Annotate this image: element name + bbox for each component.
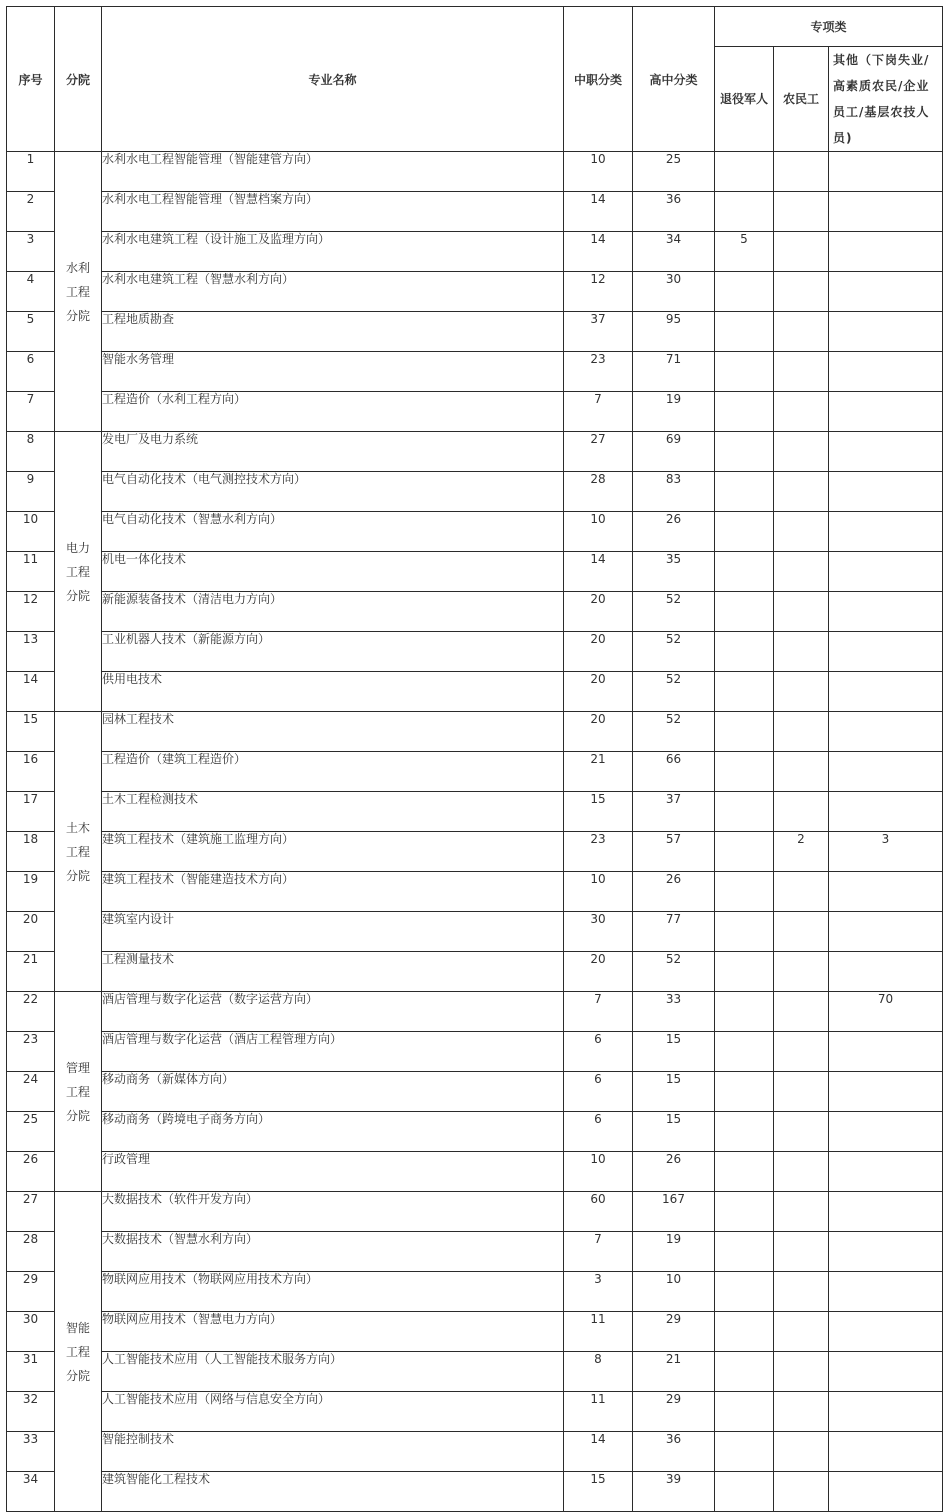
other-cell	[829, 1472, 943, 1512]
highschool-cell: 15	[633, 1032, 715, 1072]
highschool-cell: 10	[633, 1272, 715, 1312]
other-cell	[829, 1352, 943, 1392]
major-cell: 大数据技术（软件开发方向）	[102, 1192, 564, 1232]
table-row	[7, 272, 943, 312]
veterans-cell	[715, 512, 774, 552]
vocational-cell: 20	[564, 952, 633, 992]
major-cell: 机电一体化技术	[102, 552, 564, 592]
highschool-cell: 34	[633, 232, 715, 272]
migrant-cell	[774, 632, 829, 672]
seq-cell: 30	[7, 1312, 55, 1352]
veterans-cell	[715, 672, 774, 712]
vocational-cell: 21	[564, 752, 633, 792]
seq-cell: 1	[7, 152, 55, 192]
highschool-cell: 57	[633, 832, 715, 872]
major-cell: 工程造价（建筑工程造价）	[102, 752, 564, 792]
vocational-cell: 20	[564, 632, 633, 672]
highschool-cell: 26	[633, 1152, 715, 1192]
veterans-cell	[715, 312, 774, 352]
highschool-cell: 36	[633, 1432, 715, 1472]
migrant-cell	[774, 472, 829, 512]
migrant-cell	[774, 432, 829, 472]
major-cell: 电气自动化技术（智慧水利方向）	[102, 512, 564, 552]
dept-cell	[55, 1192, 102, 1512]
dept-cell	[55, 712, 102, 992]
highschool-cell: 95	[633, 312, 715, 352]
table-row	[7, 912, 943, 952]
vocational-cell: 8	[564, 1352, 633, 1392]
migrant-cell	[774, 312, 829, 352]
seq-cell: 21	[7, 952, 55, 992]
header-dept: 分院	[55, 7, 102, 152]
seq-cell: 26	[7, 1152, 55, 1192]
vocational-cell: 20	[564, 712, 633, 752]
highschool-cell: 39	[633, 1472, 715, 1512]
table-row	[7, 1072, 943, 1112]
vocational-cell: 11	[564, 1312, 633, 1352]
seq-cell: 28	[7, 1232, 55, 1272]
highschool-cell: 21	[633, 1352, 715, 1392]
vocational-cell: 7	[564, 1232, 633, 1272]
migrant-cell	[774, 1472, 829, 1512]
major-cell: 新能源装备技术（清洁电力方向）	[102, 592, 564, 632]
vocational-cell: 20	[564, 592, 633, 632]
table-row	[7, 432, 943, 472]
seq-cell: 19	[7, 872, 55, 912]
highschool-cell: 26	[633, 872, 715, 912]
major-cell: 水利水电工程智能管理（智能建管方向）	[102, 152, 564, 192]
table-row	[7, 1112, 943, 1152]
table-row	[7, 552, 943, 592]
seq-cell: 14	[7, 672, 55, 712]
header-highschool: 高中分类	[633, 7, 715, 152]
migrant-cell	[774, 1312, 829, 1352]
other-cell	[829, 152, 943, 192]
major-cell: 水利水电工程智能管理（智慧档案方向）	[102, 192, 564, 232]
veterans-cell	[715, 1312, 774, 1352]
highschool-cell: 15	[633, 1072, 715, 1112]
major-cell: 水利水电建筑工程（设计施工及监理方向）	[102, 232, 564, 272]
major-cell: 建筑室内设计	[102, 912, 564, 952]
vocational-cell: 6	[564, 1032, 633, 1072]
seq-cell: 31	[7, 1352, 55, 1392]
veterans-cell	[715, 152, 774, 192]
vocational-cell: 10	[564, 512, 633, 552]
vocational-cell: 15	[564, 1472, 633, 1512]
vocational-cell: 6	[564, 1112, 633, 1152]
seq-cell: 20	[7, 912, 55, 952]
other-cell	[829, 1112, 943, 1152]
vocational-cell: 6	[564, 1072, 633, 1112]
vocational-cell: 14	[564, 192, 633, 232]
veterans-cell	[715, 472, 774, 512]
seq-cell: 11	[7, 552, 55, 592]
veterans-cell	[715, 1152, 774, 1192]
vocational-cell: 37	[564, 312, 633, 352]
other-cell	[829, 1272, 943, 1312]
highschool-cell: 29	[633, 1312, 715, 1352]
other-cell	[829, 912, 943, 952]
table-row	[7, 712, 943, 752]
other-cell	[829, 1392, 943, 1432]
veterans-cell	[715, 192, 774, 232]
migrant-cell	[774, 1192, 829, 1232]
highschool-cell: 69	[633, 432, 715, 472]
veterans-cell	[715, 1432, 774, 1472]
major-cell: 建筑工程技术（建筑施工监理方向）	[102, 832, 564, 872]
table-row	[7, 672, 943, 712]
major-cell: 工程造价（水利工程方向）	[102, 392, 564, 432]
other-cell	[829, 1192, 943, 1232]
table-row	[7, 1272, 943, 1312]
major-cell: 人工智能技术应用（人工智能技术服务方向）	[102, 1352, 564, 1392]
table-row	[7, 1432, 943, 1472]
other-cell	[829, 352, 943, 392]
migrant-cell	[774, 592, 829, 632]
other-cell	[829, 712, 943, 752]
highschool-cell: 77	[633, 912, 715, 952]
highschool-cell: 71	[633, 352, 715, 392]
migrant-cell	[774, 872, 829, 912]
seq-cell: 8	[7, 432, 55, 472]
veterans-cell	[715, 832, 774, 872]
migrant-cell	[774, 1392, 829, 1432]
vocational-cell: 20	[564, 672, 633, 712]
table-row	[7, 832, 943, 872]
veterans-cell	[715, 272, 774, 312]
veterans-cell	[715, 1272, 774, 1312]
veterans-cell	[715, 1392, 774, 1432]
table-row	[7, 1192, 943, 1232]
table-row	[7, 512, 943, 552]
vocational-cell: 7	[564, 992, 633, 1032]
other-cell	[829, 752, 943, 792]
highschool-cell: 30	[633, 272, 715, 312]
highschool-cell: 37	[633, 792, 715, 832]
migrant-cell	[774, 672, 829, 712]
migrant-cell	[774, 552, 829, 592]
seq-cell: 22	[7, 992, 55, 1032]
migrant-cell	[774, 1072, 829, 1112]
header-other: 其他（下岗失业/高素质农民/企业员工/基层农技人员)	[829, 47, 943, 152]
major-cell: 工业机器人技术（新能源方向）	[102, 632, 564, 672]
veterans-cell	[715, 1032, 774, 1072]
other-cell	[829, 432, 943, 472]
other-cell	[829, 1432, 943, 1472]
vocational-cell: 15	[564, 792, 633, 832]
major-cell: 智能控制技术	[102, 1432, 564, 1472]
highschool-cell: 66	[633, 752, 715, 792]
major-cell: 行政管理	[102, 1152, 564, 1192]
major-cell: 物联网应用技术（智慧电力方向）	[102, 1312, 564, 1352]
seq-cell: 3	[7, 232, 55, 272]
seq-cell: 18	[7, 832, 55, 872]
major-cell: 工程地质勘查	[102, 312, 564, 352]
table-row	[7, 1032, 943, 1072]
header-major: 专业名称	[102, 7, 564, 152]
veterans-cell: 5	[715, 232, 774, 272]
dept-name: 土木工程分院	[66, 820, 91, 883]
seq-cell: 9	[7, 472, 55, 512]
seq-cell: 25	[7, 1112, 55, 1152]
seq-cell: 2	[7, 192, 55, 232]
vocational-cell: 14	[564, 552, 633, 592]
table-row	[7, 1472, 943, 1512]
seq-cell: 24	[7, 1072, 55, 1112]
major-cell: 建筑智能化工程技术	[102, 1472, 564, 1512]
migrant-cell	[774, 152, 829, 192]
dept-name: 水利工程分院	[66, 260, 91, 323]
other-cell	[829, 672, 943, 712]
other-cell: 70	[829, 992, 943, 1032]
major-cell: 土木工程检测技术	[102, 792, 564, 832]
veterans-cell	[715, 752, 774, 792]
major-cell: 水利水电建筑工程（智慧水利方向）	[102, 272, 564, 312]
table-row	[7, 152, 943, 192]
migrant-cell	[774, 1432, 829, 1472]
highschool-cell: 15	[633, 1112, 715, 1152]
table-row	[7, 1392, 943, 1432]
table-row	[7, 472, 943, 512]
migrant-cell: 2	[774, 832, 829, 872]
veterans-cell	[715, 792, 774, 832]
veterans-cell	[715, 392, 774, 432]
other-cell	[829, 192, 943, 232]
table-row	[7, 312, 943, 352]
vocational-cell: 11	[564, 1392, 633, 1432]
major-cell: 移动商务（新媒体方向）	[102, 1072, 564, 1112]
table-row	[7, 992, 943, 1032]
other-cell	[829, 872, 943, 912]
veterans-cell	[715, 432, 774, 472]
header-seq: 序号	[7, 7, 55, 152]
highschool-cell: 52	[633, 672, 715, 712]
table-row	[7, 1232, 943, 1272]
highschool-cell: 52	[633, 592, 715, 632]
vocational-cell: 60	[564, 1192, 633, 1232]
table-body	[7, 152, 943, 1512]
seq-cell: 27	[7, 1192, 55, 1232]
migrant-cell	[774, 272, 829, 312]
major-cell: 工程测量技术	[102, 952, 564, 992]
vocational-cell: 7	[564, 392, 633, 432]
highschool-cell: 19	[633, 392, 715, 432]
dept-name: 管理工程分院	[66, 1060, 91, 1123]
migrant-cell	[774, 352, 829, 392]
table-row	[7, 952, 943, 992]
vocational-cell: 12	[564, 272, 633, 312]
migrant-cell	[774, 192, 829, 232]
veterans-cell	[715, 1112, 774, 1152]
table-row	[7, 1312, 943, 1352]
other-cell: 3	[829, 832, 943, 872]
header-migrant: 农民工	[774, 47, 829, 152]
major-cell: 发电厂及电力系统	[102, 432, 564, 472]
migrant-cell	[774, 1112, 829, 1152]
table-row	[7, 232, 943, 272]
highschool-cell: 36	[633, 192, 715, 232]
veterans-cell	[715, 552, 774, 592]
table-row	[7, 352, 943, 392]
seq-cell: 32	[7, 1392, 55, 1432]
highschool-cell: 29	[633, 1392, 715, 1432]
highschool-cell: 52	[633, 952, 715, 992]
dept-name: 电力工程分院	[66, 540, 91, 603]
other-cell	[829, 1032, 943, 1072]
veterans-cell	[715, 712, 774, 752]
migrant-cell	[774, 1272, 829, 1312]
other-cell	[829, 952, 943, 992]
major-cell: 电气自动化技术（电气测控技术方向）	[102, 472, 564, 512]
other-cell	[829, 512, 943, 552]
table-row	[7, 632, 943, 672]
table-row	[7, 592, 943, 632]
veterans-cell	[715, 992, 774, 1032]
veterans-cell	[715, 1472, 774, 1512]
seq-cell: 16	[7, 752, 55, 792]
header-special: 专项类	[715, 7, 943, 47]
vocational-cell: 3	[564, 1272, 633, 1312]
major-cell: 建筑工程技术（智能建造技术方向）	[102, 872, 564, 912]
seq-cell: 15	[7, 712, 55, 752]
seq-cell: 17	[7, 792, 55, 832]
major-cell: 园林工程技术	[102, 712, 564, 752]
dept-cell	[55, 992, 102, 1192]
vocational-cell: 10	[564, 872, 633, 912]
highschool-cell: 35	[633, 552, 715, 592]
major-cell: 人工智能技术应用（网络与信息安全方向）	[102, 1392, 564, 1432]
other-cell	[829, 392, 943, 432]
seq-cell: 29	[7, 1272, 55, 1312]
migrant-cell	[774, 952, 829, 992]
seq-cell: 33	[7, 1432, 55, 1472]
dept-name: 智能工程分院	[66, 1320, 91, 1383]
other-cell	[829, 1312, 943, 1352]
major-cell: 酒店管理与数字化运营（酒店工程管理方向）	[102, 1032, 564, 1072]
vocational-cell: 30	[564, 912, 633, 952]
migrant-cell	[774, 512, 829, 552]
other-cell	[829, 232, 943, 272]
major-cell: 酒店管理与数字化运营（数字运营方向）	[102, 992, 564, 1032]
highschool-cell: 26	[633, 512, 715, 552]
table-row	[7, 1152, 943, 1192]
migrant-cell	[774, 992, 829, 1032]
seq-cell: 7	[7, 392, 55, 432]
vocational-cell: 23	[564, 352, 633, 392]
table-row	[7, 752, 943, 792]
veterans-cell	[715, 352, 774, 392]
dept-cell	[55, 152, 102, 432]
veterans-cell	[715, 872, 774, 912]
seq-cell: 10	[7, 512, 55, 552]
header-veterans: 退役军人	[715, 47, 774, 152]
other-cell	[829, 592, 943, 632]
seq-cell: 13	[7, 632, 55, 672]
vocational-cell: 14	[564, 1432, 633, 1472]
migrant-cell	[774, 232, 829, 272]
vocational-cell: 10	[564, 152, 633, 192]
migrant-cell	[774, 792, 829, 832]
major-cell: 智能水务管理	[102, 352, 564, 392]
seq-cell: 12	[7, 592, 55, 632]
major-cell: 移动商务（跨境电子商务方向）	[102, 1112, 564, 1152]
table-header	[7, 7, 943, 152]
seq-cell: 23	[7, 1032, 55, 1072]
seq-cell: 4	[7, 272, 55, 312]
veterans-cell	[715, 1352, 774, 1392]
other-cell	[829, 632, 943, 672]
other-cell	[829, 1232, 943, 1272]
highschool-cell: 52	[633, 712, 715, 752]
seq-cell: 34	[7, 1472, 55, 1512]
veterans-cell	[715, 1192, 774, 1232]
migrant-cell	[774, 1352, 829, 1392]
seq-cell: 6	[7, 352, 55, 392]
vocational-cell: 23	[564, 832, 633, 872]
highschool-cell: 19	[633, 1232, 715, 1272]
other-cell	[829, 1072, 943, 1112]
enrollment-table	[6, 6, 943, 1512]
veterans-cell	[715, 1072, 774, 1112]
other-cell	[829, 472, 943, 512]
dept-cell	[55, 432, 102, 712]
veterans-cell	[715, 952, 774, 992]
migrant-cell	[774, 392, 829, 432]
major-cell: 大数据技术（智慧水利方向）	[102, 1232, 564, 1272]
table-row	[7, 392, 943, 432]
table-row	[7, 792, 943, 832]
migrant-cell	[774, 1152, 829, 1192]
other-cell	[829, 552, 943, 592]
other-cell	[829, 792, 943, 832]
highschool-cell: 25	[633, 152, 715, 192]
table-row	[7, 192, 943, 232]
veterans-cell	[715, 632, 774, 672]
major-cell: 供用电技术	[102, 672, 564, 712]
major-cell: 物联网应用技术（物联网应用技术方向）	[102, 1272, 564, 1312]
table-row	[7, 872, 943, 912]
migrant-cell	[774, 912, 829, 952]
migrant-cell	[774, 752, 829, 792]
table-row	[7, 1352, 943, 1392]
other-cell	[829, 1152, 943, 1192]
seq-cell: 5	[7, 312, 55, 352]
other-cell	[829, 272, 943, 312]
other-cell	[829, 312, 943, 352]
veterans-cell	[715, 912, 774, 952]
migrant-cell	[774, 712, 829, 752]
vocational-cell: 28	[564, 472, 633, 512]
highschool-cell: 83	[633, 472, 715, 512]
vocational-cell: 14	[564, 232, 633, 272]
vocational-cell: 10	[564, 1152, 633, 1192]
veterans-cell	[715, 1232, 774, 1272]
migrant-cell	[774, 1232, 829, 1272]
vocational-cell: 27	[564, 432, 633, 472]
veterans-cell	[715, 592, 774, 632]
migrant-cell	[774, 1032, 829, 1072]
highschool-cell: 33	[633, 992, 715, 1032]
header-vocational: 中职分类	[564, 7, 633, 152]
highschool-cell: 167	[633, 1192, 715, 1232]
highschool-cell: 52	[633, 632, 715, 672]
